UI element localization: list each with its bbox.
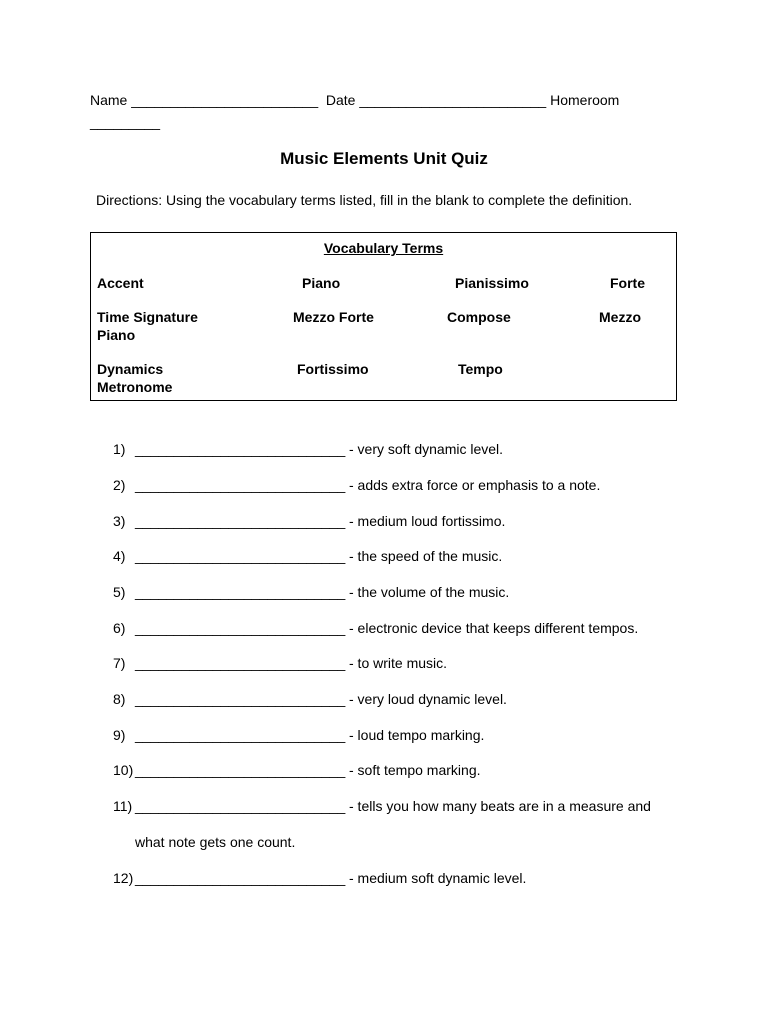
answer-blank[interactable]: ___________________________ [135, 727, 346, 743]
answer-blank[interactable]: ___________________________ [135, 513, 346, 529]
question-number: 2) [113, 477, 126, 493]
question-number: 11) [113, 798, 133, 814]
question-definition: - medium loud fortissimo. [349, 513, 506, 529]
vocab-term: Fortissimo [297, 361, 369, 377]
question-number: 6) [113, 620, 126, 636]
answer-blank[interactable]: ___________________________ [135, 620, 346, 636]
question-number: 7) [113, 655, 126, 671]
question-number: 1) [113, 441, 126, 457]
question-definition: - the volume of the music. [349, 584, 510, 600]
question-definition: - tells you how many beats are in a measure and [349, 798, 651, 814]
question-definition: - loud tempo marking. [349, 727, 485, 743]
answer-blank[interactable]: ___________________________ [135, 870, 346, 886]
answer-blank[interactable]: ___________________________ [135, 798, 346, 814]
vocab-term: Time Signature [97, 309, 198, 325]
question-definition: - the speed of the music. [349, 548, 503, 564]
question-number: 3) [113, 513, 126, 529]
question-definition: - electronic device that keeps different tempos. [349, 620, 639, 636]
question-definition: - very soft dynamic level. [349, 441, 504, 457]
question-definition-continuation: what note gets one count. [135, 834, 296, 850]
answer-blank[interactable]: ___________________________ [135, 655, 346, 671]
question-number: 5) [113, 584, 126, 600]
question-number: 12) [113, 870, 134, 886]
answer-blank[interactable]: ___________________________ [135, 477, 346, 493]
answer-blank[interactable]: ___________________________ [135, 548, 346, 564]
vocab-term: Dynamics [97, 361, 164, 377]
directions: Directions: Using the vocabulary terms listed, fill in the blank to complete the definition. [96, 192, 633, 208]
header-name-date-homeroom: Name ________________________ Date ________________________ Homeroom [90, 92, 620, 108]
question-definition: - adds extra force or emphasis to a note. [349, 477, 601, 493]
question-number: 4) [113, 548, 126, 564]
question-definition: - medium soft dynamic level. [349, 870, 527, 886]
vocab-term: Pianissimo [455, 275, 529, 291]
vocab-term: Metronome [97, 379, 173, 395]
question-definition: - soft tempo marking. [349, 762, 481, 778]
vocab-term: Piano [302, 275, 341, 291]
answer-blank[interactable]: ___________________________ [135, 762, 346, 778]
vocab-term: Compose [447, 309, 511, 325]
question-number: 8) [113, 691, 126, 707]
question-number: 10) [113, 762, 134, 778]
question-definition: - very loud dynamic level. [349, 691, 507, 707]
question-definition: - to write music. [349, 655, 448, 671]
vocab-term: Mezzo Forte [293, 309, 374, 325]
vocab-term: Mezzo [599, 309, 641, 325]
answer-blank[interactable]: ___________________________ [135, 441, 346, 457]
vocab-term: Tempo [458, 361, 503, 377]
question-number: 9) [113, 727, 126, 743]
answer-blank[interactable]: ___________________________ [135, 691, 346, 707]
vocabulary-heading: Vocabulary Terms [323, 240, 444, 256]
page-title: Music Elements Unit Quiz [280, 149, 488, 168]
vocabulary-box [90, 232, 677, 401]
vocab-term: Accent [97, 275, 144, 291]
header-homeroom-blank: _________ [90, 114, 161, 130]
answer-blank[interactable]: ___________________________ [135, 584, 346, 600]
vocab-term: Piano [97, 327, 136, 343]
vocab-term: Forte [610, 275, 645, 291]
